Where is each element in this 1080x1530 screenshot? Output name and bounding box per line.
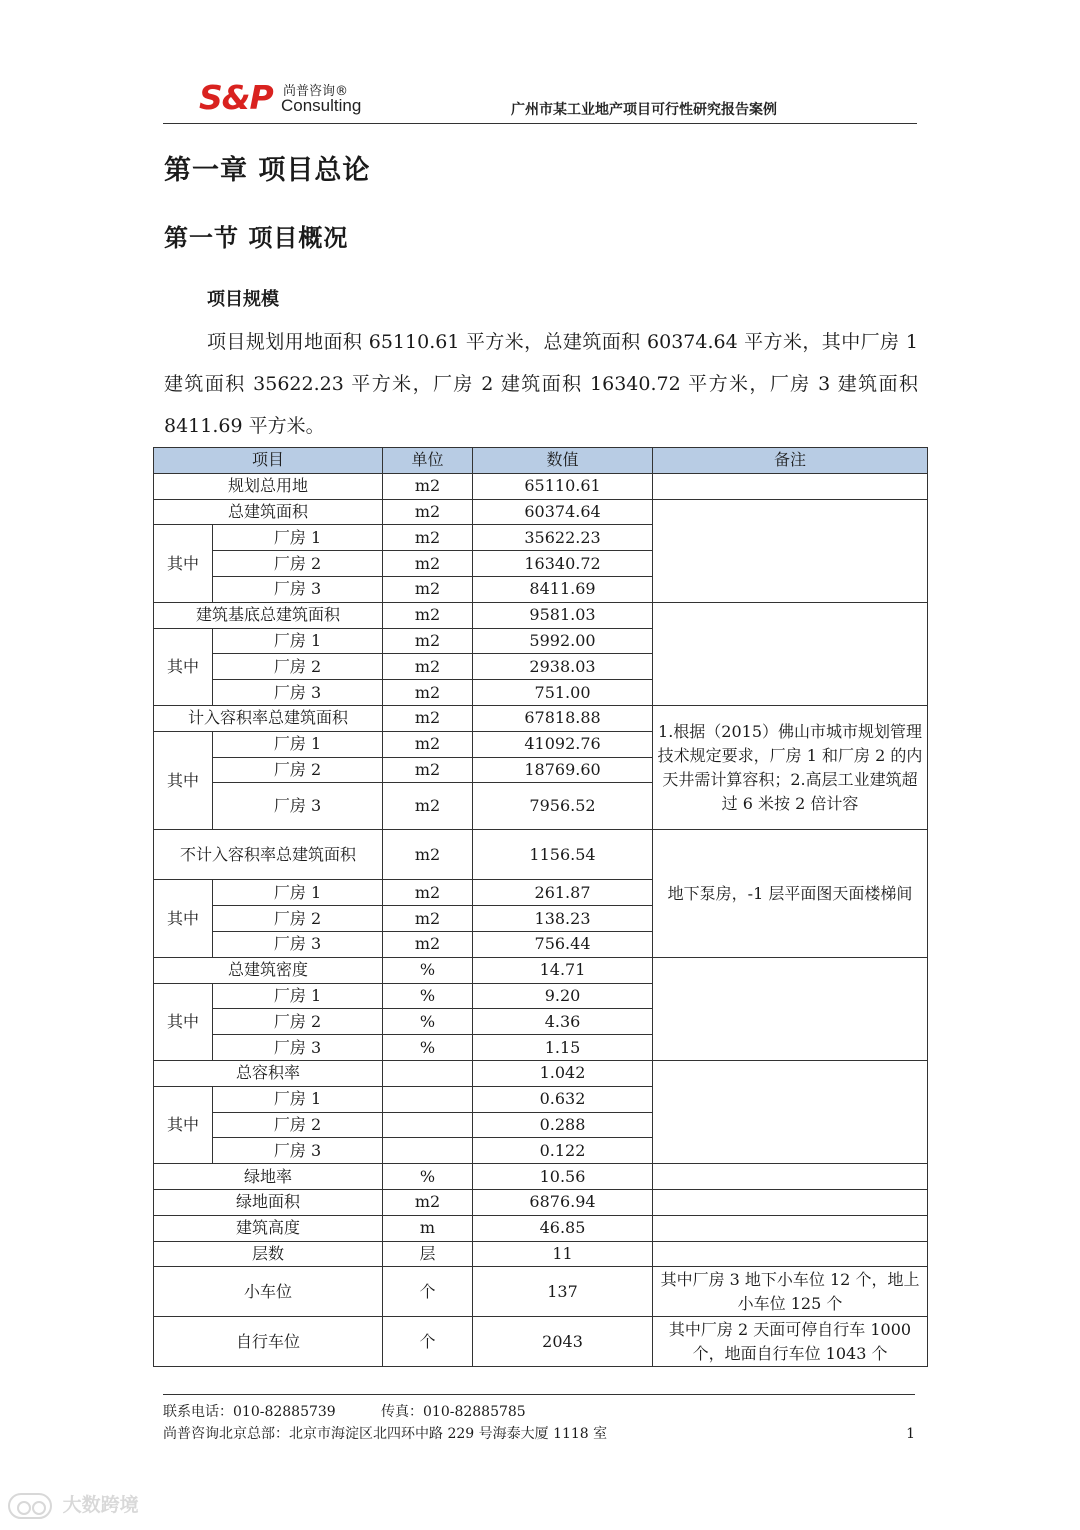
row-item: 厂房 1 [213, 628, 383, 654]
header-title: 广州市某工业地产项目可行性研究报告案例 [511, 102, 777, 118]
row-item: 厂房 1 [213, 731, 383, 757]
row-unit: m2 [383, 783, 473, 830]
row-value: 41092.76 [473, 731, 653, 757]
row-note [653, 473, 928, 499]
row-note [653, 1189, 928, 1215]
group-label: 其中 [154, 880, 213, 957]
row-unit [383, 1138, 473, 1164]
row-value: 138.23 [473, 906, 653, 932]
row-unit: 层 [383, 1241, 473, 1267]
row-note [653, 499, 928, 602]
row-value: 10.56 [473, 1164, 653, 1190]
row-value: 1.042 [473, 1060, 653, 1086]
row-value: 11 [473, 1241, 653, 1267]
row-unit: m2 [383, 906, 473, 932]
table-row [154, 1215, 928, 1241]
table-row [154, 1060, 928, 1086]
row-item: 建筑基底总建筑面积 [154, 602, 383, 628]
row-item: 厂房 2 [213, 1009, 383, 1035]
row-note: 1.根据（2015）佛山市城市规划管理技术规定要求，厂房 1 和厂房 2 的内天井需计算容积；2.高层工业建筑超过 6 米按 2 倍计容 [653, 705, 928, 829]
row-value: 14.71 [473, 957, 653, 983]
row-value: 60374.64 [473, 499, 653, 525]
row-note [653, 602, 928, 705]
row-item: 绿地面积 [154, 1189, 383, 1215]
row-value: 5992.00 [473, 628, 653, 654]
row-unit: % [383, 957, 473, 983]
row-unit: m2 [383, 525, 473, 551]
row-note [653, 1060, 928, 1163]
page-footer [163, 1394, 915, 1445]
row-value: 0.122 [473, 1138, 653, 1164]
row-item: 不计入容积率总建筑面积 [154, 830, 383, 880]
table-row [154, 830, 928, 880]
row-unit: m2 [383, 757, 473, 783]
table-row [154, 1267, 928, 1317]
row-unit: m2 [383, 602, 473, 628]
watermark-logo-icon [8, 1493, 52, 1519]
row-item: 厂房 3 [213, 680, 383, 706]
row-item: 层数 [154, 1241, 383, 1267]
row-unit: 个 [383, 1267, 473, 1317]
table-row [154, 499, 928, 525]
row-item: 厂房 1 [213, 983, 383, 1009]
row-item: 总建筑面积 [154, 499, 383, 525]
row-unit: m2 [383, 931, 473, 957]
table-header-row [154, 448, 928, 474]
row-value: 46.85 [473, 1215, 653, 1241]
table-row [154, 957, 928, 983]
row-value: 35622.23 [473, 525, 653, 551]
group-label: 其中 [154, 983, 213, 1060]
row-unit [383, 1086, 473, 1112]
row-unit: % [383, 1164, 473, 1190]
table-row [154, 1164, 928, 1190]
row-note: 其中厂房 2 天面可停自行车 1000 个，地面自行车位 1043 个 [653, 1317, 928, 1367]
row-value: 7956.52 [473, 783, 653, 830]
footer-contact-row [163, 1401, 915, 1423]
section-heading: 第一节 项目概况 [164, 224, 349, 252]
row-item: 厂房 3 [213, 783, 383, 830]
row-note: 其中厂房 3 地下小车位 12 个，地上小车位 125 个 [653, 1267, 928, 1317]
row-item: 厂房 3 [213, 1035, 383, 1061]
row-item: 厂房 3 [213, 1138, 383, 1164]
row-value: 261.87 [473, 880, 653, 906]
row-value: 1156.54 [473, 830, 653, 880]
row-value: 6876.94 [473, 1189, 653, 1215]
row-unit: m2 [383, 680, 473, 706]
row-unit: % [383, 1009, 473, 1035]
logo-english-name: Consulting [281, 96, 362, 115]
row-item: 厂房 2 [213, 551, 383, 577]
group-label: 其中 [154, 525, 213, 602]
header-item: 项目 [154, 448, 383, 474]
row-note [653, 1241, 928, 1267]
row-unit: m2 [383, 731, 473, 757]
row-item: 厂房 1 [213, 1086, 383, 1112]
row-note [653, 957, 928, 1060]
row-value: 9581.03 [473, 602, 653, 628]
row-unit [383, 1060, 473, 1086]
group-label: 其中 [154, 1086, 213, 1163]
row-item: 厂房 2 [213, 757, 383, 783]
row-unit: % [383, 983, 473, 1009]
row-item: 厂房 1 [213, 880, 383, 906]
header-note: 备注 [653, 448, 928, 474]
row-item: 厂房 1 [213, 525, 383, 551]
watermark-text: 大数跨境 [62, 1494, 139, 1516]
row-value: 65110.61 [473, 473, 653, 499]
logo-mark: S&P [199, 78, 273, 117]
table-row [154, 473, 928, 499]
header-value: 数值 [473, 448, 653, 474]
subsection-heading: 项目规模 [207, 289, 279, 310]
row-unit: m2 [383, 654, 473, 680]
table-row [154, 1189, 928, 1215]
table-row [154, 705, 928, 731]
row-value: 16340.72 [473, 551, 653, 577]
row-value: 8411.69 [473, 576, 653, 602]
project-scale-table [153, 447, 928, 1367]
row-value: 756.44 [473, 931, 653, 957]
row-item: 厂房 2 [213, 1112, 383, 1138]
row-item: 建筑高度 [154, 1215, 383, 1241]
footer-address-row [163, 1423, 915, 1445]
row-value: 2938.03 [473, 654, 653, 680]
row-unit: m2 [383, 1189, 473, 1215]
intro-paragraph: 项目规划用地面积 65110.61 平方米，总建筑面积 60374.64 平方米，其中厂房 1 建筑面积 35622.23 平方米，厂房 2 建筑面积 16340.72 平方米，厂房 3 建筑面积 8411.69 平方米。 [164, 331, 918, 437]
row-item: 厂房 2 [213, 654, 383, 680]
row-unit: % [383, 1035, 473, 1061]
table-row [154, 602, 928, 628]
watermark [8, 1490, 139, 1519]
footer-fax: 传真：010-82885785 [381, 1404, 526, 1420]
row-item: 计入容积率总建筑面积 [154, 705, 383, 731]
row-item: 规划总用地 [154, 473, 383, 499]
footer-address: 尚普咨询北京总部：北京市海淀区北四环中路 229 号海泰大厦 1118 室 [163, 1426, 608, 1442]
row-note: 地下泵房，-1 层平面图天面楼梯间 [653, 830, 928, 957]
group-label: 其中 [154, 731, 213, 830]
row-unit: m2 [383, 576, 473, 602]
footer-phone: 联系电话：010-82885739 [163, 1404, 336, 1420]
row-unit [383, 1112, 473, 1138]
chapter-heading: 第一章 项目总论 [164, 155, 371, 186]
logo-chinese-name: 尚普咨询® [283, 84, 349, 99]
row-value: 9.20 [473, 983, 653, 1009]
row-value: 1.15 [473, 1035, 653, 1061]
row-unit: m2 [383, 551, 473, 577]
row-value: 2043 [473, 1317, 653, 1367]
row-value: 0.288 [473, 1112, 653, 1138]
page-number: 1 [906, 1426, 915, 1442]
row-item: 厂房 3 [213, 576, 383, 602]
row-unit: 个 [383, 1317, 473, 1367]
row-item: 厂房 3 [213, 931, 383, 957]
table-row [154, 1317, 928, 1367]
group-label: 其中 [154, 628, 213, 705]
row-unit: m2 [383, 473, 473, 499]
row-item: 小车位 [154, 1267, 383, 1317]
row-unit: m2 [383, 628, 473, 654]
page-header [163, 74, 917, 124]
row-item: 厂房 2 [213, 906, 383, 932]
row-value: 67818.88 [473, 705, 653, 731]
row-value: 4.36 [473, 1009, 653, 1035]
table-row [154, 1241, 928, 1267]
row-value: 0.632 [473, 1086, 653, 1112]
row-unit: m [383, 1215, 473, 1241]
row-unit: m2 [383, 705, 473, 731]
row-item: 总容积率 [154, 1060, 383, 1086]
row-note [653, 1164, 928, 1190]
row-unit: m2 [383, 880, 473, 906]
row-note [653, 1215, 928, 1241]
header-unit: 单位 [383, 448, 473, 474]
row-value: 18769.60 [473, 757, 653, 783]
row-value: 137 [473, 1267, 653, 1317]
row-item: 总建筑密度 [154, 957, 383, 983]
row-unit: m2 [383, 830, 473, 880]
row-item: 绿地率 [154, 1164, 383, 1190]
row-value: 751.00 [473, 680, 653, 706]
row-unit: m2 [383, 499, 473, 525]
row-item: 自行车位 [154, 1317, 383, 1367]
